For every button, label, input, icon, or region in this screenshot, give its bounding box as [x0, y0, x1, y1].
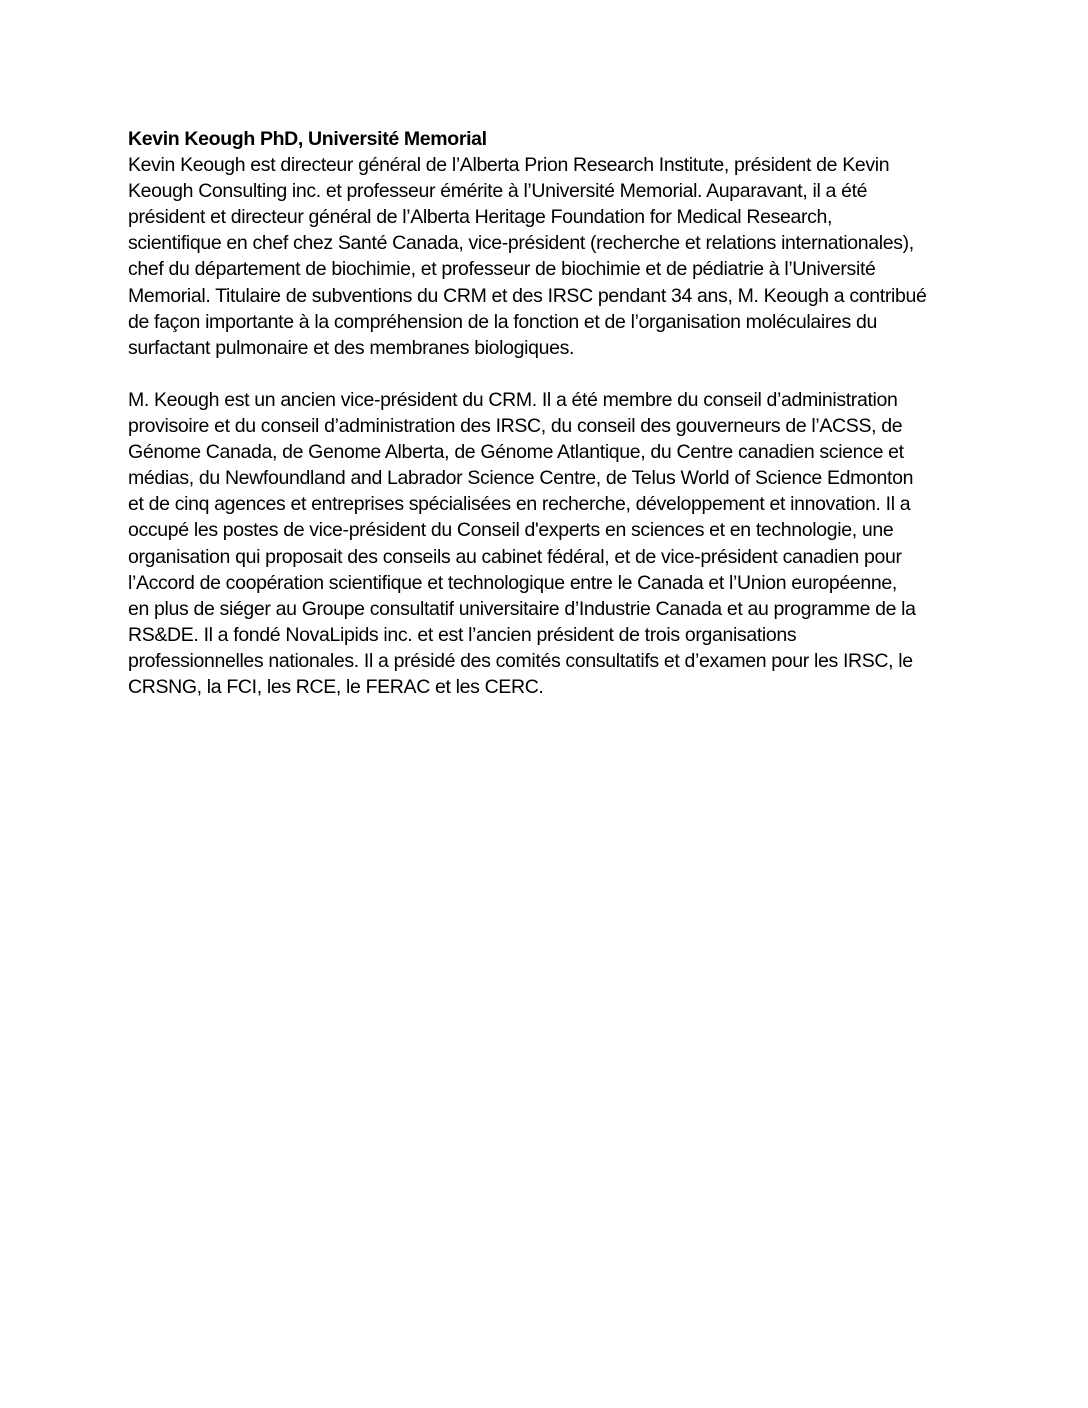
- text-line: RS&DE. Il a fondé NovaLipids inc. et est l’ancien président de trois organisations: [128, 623, 797, 646]
- document-heading: Kevin Keough PhD, Université Memorial: [128, 128, 487, 150]
- text-line: de façon importante à la compréhension de la fonction et de l’organisation moléculaires du: [128, 310, 877, 333]
- text-line: scientifique en chef chez Santé Canada, vice-président (recherche et relations internationales),: [128, 232, 914, 255]
- text-line: et de cinq agences et entreprises spécialisées en recherche, développement et innovation. Il a: [128, 493, 911, 516]
- text-line: Génome Canada, de Genome Alberta, de Génome Atlantique, du Centre canadien science et: [128, 441, 904, 464]
- text-line: en plus de siéger au Groupe consultatif universitaire d’Industrie Canada et au programme de la: [128, 597, 916, 620]
- text-line: président et directeur général de l’Alberta Heritage Foundation for Medical Research,: [128, 206, 833, 229]
- text-line: Keough Consulting inc. et professeur émérite à l’Université Memorial. Auparavant, il a été: [128, 180, 868, 203]
- paragraph-bio-1: [128, 152, 970, 361]
- text-line: Kevin Keough est directeur général de l’Alberta Prion Research Institute, président de Kevin: [128, 154, 890, 177]
- text-line: chef du département de biochimie, et professeur de biochimie et de pédiatrie à l’Université: [128, 258, 876, 281]
- paragraph-bio-2: [128, 387, 970, 700]
- text-line: Memorial. Titulaire de subventions du CRM et des IRSC pendant 34 ans, M. Keough a contribué: [128, 284, 927, 307]
- text-line: occupé les postes de vice-président du Conseil d'experts en sciences et en technologie, une: [128, 519, 894, 542]
- text-line: M. Keough est un ancien vice-président du CRM. Il a été membre du conseil d’administration: [128, 388, 898, 411]
- text-line: organisation qui proposait des conseils au cabinet fédéral, et de vice‑président canadien pour: [128, 545, 902, 568]
- text-line: l’Accord de coopération scientifique et technologique entre le Canada et l’Union européenne,: [128, 571, 897, 594]
- text-line: provisoire et du conseil d’administration des IRSC, du conseil des gouverneurs de l’ACSS, de: [128, 415, 903, 438]
- text-line: professionnelles nationales. Il a présidé des comités consultatifs et d’examen pour les IRSC, le: [128, 649, 913, 672]
- text-line: médias, du Newfoundland and Labrador Science Centre, de Telus World of Science Edmonton: [128, 467, 914, 490]
- document-content: [128, 126, 970, 700]
- text-line: CRSNG, la FCI, les RCE, le FERAC et les CERC.: [128, 675, 544, 698]
- text-line: surfactant pulmonaire et des membranes biologiques.: [128, 336, 575, 359]
